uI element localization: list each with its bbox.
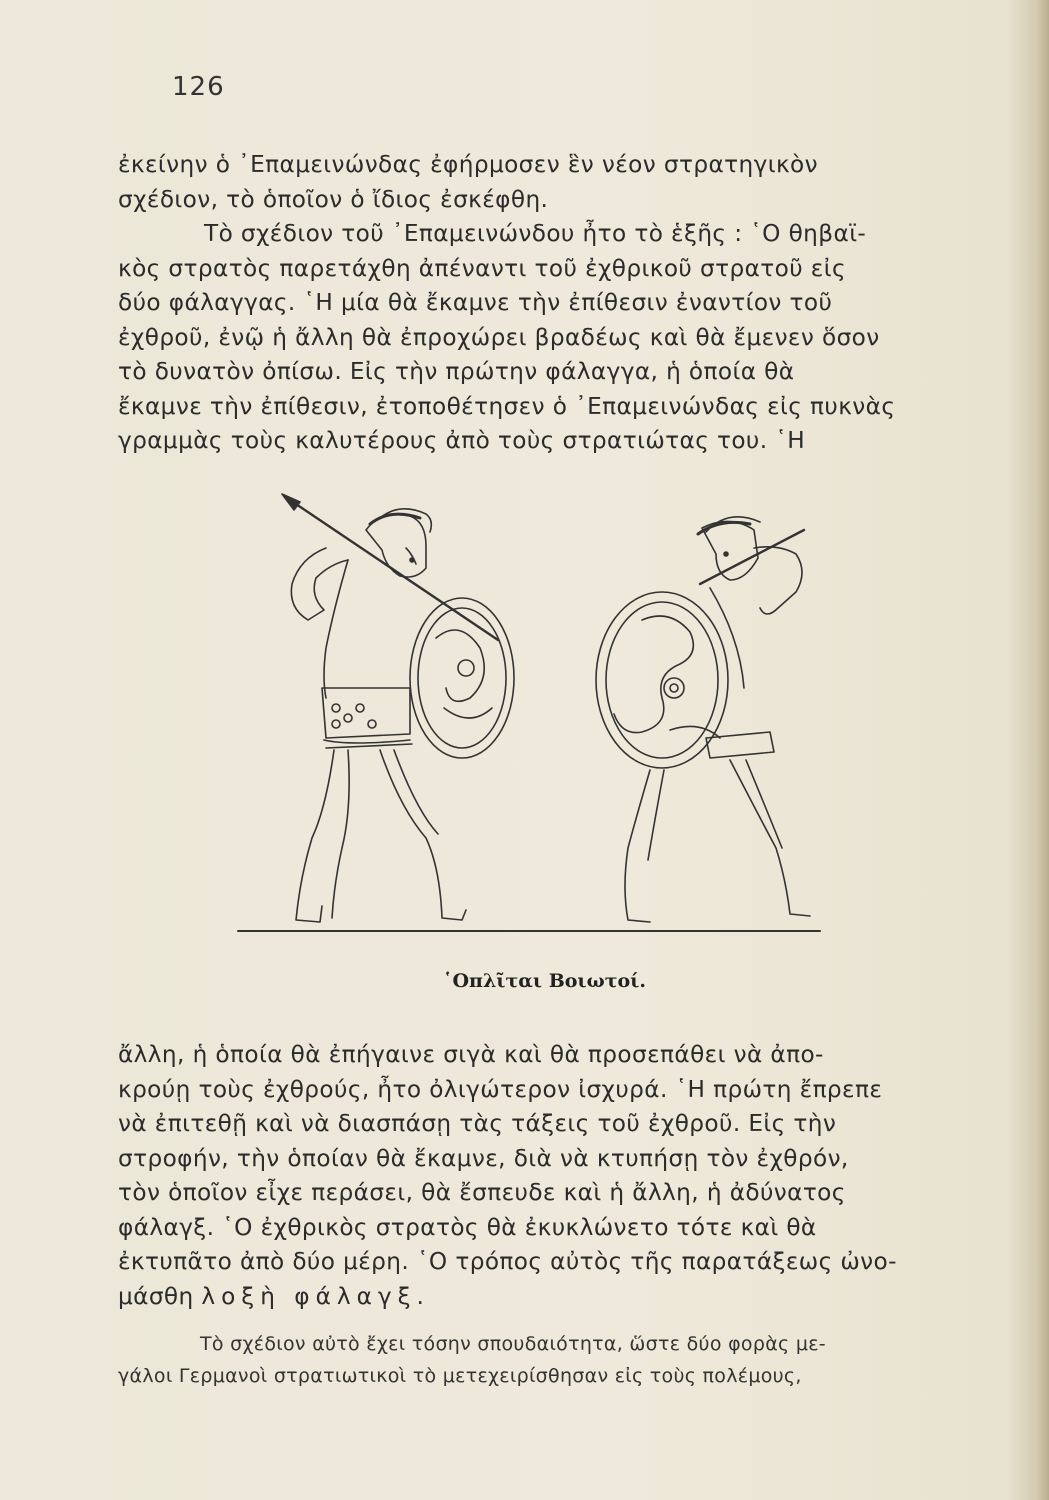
footnote-line: Τὸ σχέδιον αὐτὸ ἔχει τόσην σπουδαιότητα, ὥστε δύο φορὰς με-: [200, 1333, 826, 1355]
emphasized-term: λοξὴ φάλαγξ.: [201, 1282, 430, 1310]
text-line: δύο φάλαγγας. ῾Η μία θὰ ἔκαμνε τὴν ἐπίθεσιν ἐναντίον τοῦ: [118, 289, 833, 316]
text-line: ἐχθροῦ, ἐνῷ ἡ ἄλλη θὰ ἐπροχώρει βραδέως καὶ θὰ ἔμενεν ὅσον: [118, 323, 880, 351]
page-number: 126: [172, 72, 225, 102]
text-line: φάλαγξ. ῾Ο ἐχθρικὸς στρατὸς θὰ ἐκυκλώνετο τότε καὶ θὰ: [118, 1213, 817, 1241]
paragraph-2: [118, 1038, 986, 1314]
paragraph-1: [118, 148, 986, 459]
hoplites-illustration: [230, 488, 830, 938]
text-line-last: [118, 1280, 986, 1315]
text-fragment: μάσθη: [118, 1282, 202, 1310]
text-line: νὰ ἐπιτεθῇ καὶ νὰ διασπάσῃ τὰς τάξεις τοῦ ἐχθροῦ. Εἰς τὴν: [118, 1110, 837, 1137]
text-line: ἄλλη, ἡ ὁποία θὰ ἐπήγαινε σιγὰ καὶ θὰ προσεπάθει νὰ ἀπο-: [118, 1041, 824, 1068]
page-edge: [1035, 0, 1049, 1500]
text-line: Τὸ σχέδιον τοῦ ᾿Επαμεινώνδου ἦτο τὸ ἑξῆς : ῾Ο θηβαϊ-: [204, 220, 867, 247]
text-line: σχέδιον, τὸ ὁποῖον ὁ ἴδιος ἐσκέφθη.: [118, 185, 549, 213]
text-line: τὸν ὁποῖον εἶχε περάσει, θὰ ἔσπευδε καὶ ἡ ἄλλη, ἡ ἀδύνατος: [118, 1179, 846, 1206]
right-hoplite: [596, 517, 810, 922]
text-line: κὸς στρατὸς παρετάχθη ἀπέναντι τοῦ ἐχθρικοῦ στρατοῦ εἰς: [118, 254, 846, 282]
text-line: ἔκαμνε τὴν ἐπίθεσιν, ἐτοποθέτησεν ὁ ᾿Επαμεινώνδας εἰς πυκνὰς: [118, 392, 896, 420]
left-hoplite: [282, 494, 514, 922]
text-line: στροφήν, τὴν ὁποίαν θὰ ἔκαμνε, διὰ νὰ κτυπήσῃ τὸν ἐχθρόν,: [118, 1144, 849, 1172]
footnote-line: γάλοι Γερμανοὶ στρατιωτικοὶ τὸ μετεχειρίσθησαν εἰς τοὺς πολέμους,: [118, 1365, 802, 1387]
text-line: κρούῃ τοὺς ἐχθρούς, ἦτο ὀλιγώτερον ἰσχυρά. ῾Η πρώτη ἔπρεπε: [118, 1075, 883, 1103]
figure-caption: ῾Οπλῖται Βοιωτοί.: [443, 970, 646, 992]
text-line: τὸ δυνατὸν ὀπίσω. Εἰς τὴν πρώτην φάλαγγα, ἡ ὁποία θὰ: [118, 358, 795, 385]
text-line: ἐκείνην ὁ ᾿Επαμεινώνδας ἐφήρμοσεν ἓν νέον στρατηγικὸν: [118, 151, 818, 178]
text-line: ἐκτυπᾶτο ἀπὸ δύο μέρη. ῾Ο τρόπος αὐτὸς τῆς παρατάξεως ὠνο-: [118, 1248, 897, 1275]
text-line: γραμμὰς τοὺς καλυτέρους ἀπὸ τοὺς στρατιώτας του. ῾Η: [118, 427, 806, 454]
footnote: [118, 1328, 986, 1392]
